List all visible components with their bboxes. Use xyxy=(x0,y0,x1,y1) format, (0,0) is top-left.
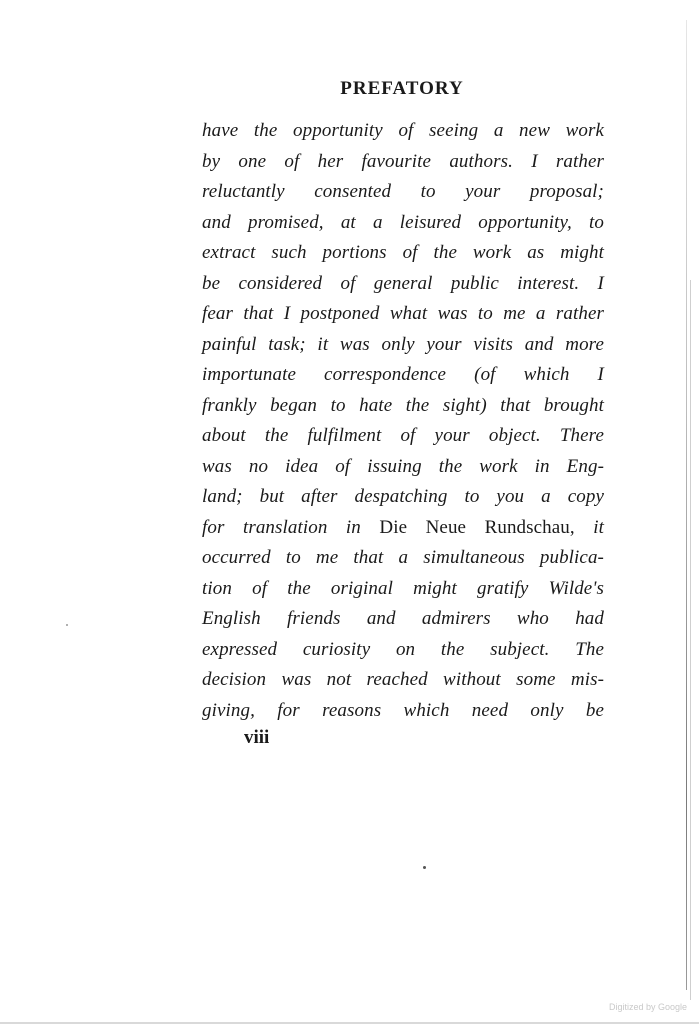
body-text xyxy=(202,116,604,726)
text-line xyxy=(202,147,604,178)
roman-text-segment: Die Neue Rundschau, xyxy=(379,516,575,538)
italic-text-segment: occurred to me that a simultaneous publica- xyxy=(202,547,604,568)
running-head: PREFATORY xyxy=(340,78,464,99)
italic-text-segment: by one of her favourite authors. I rather xyxy=(202,150,604,172)
text-line xyxy=(202,299,604,330)
italic-text-segment: for translation in xyxy=(202,516,380,538)
text-line xyxy=(202,208,604,239)
text-line xyxy=(202,177,604,208)
italic-text-segment: have the opportunity of seeing a new work xyxy=(202,120,604,141)
italic-text-segment: extract such portions of the work as might xyxy=(202,242,604,263)
text-line xyxy=(202,574,604,605)
page-number: viii xyxy=(244,727,270,748)
text-line xyxy=(202,543,604,574)
text-line xyxy=(202,604,604,635)
text-line xyxy=(202,635,604,666)
italic-text-segment: and promised, at a leisured opportunity, to xyxy=(202,211,604,233)
text-line xyxy=(202,452,604,483)
text-line xyxy=(202,269,604,300)
text-line xyxy=(202,330,604,361)
text-line xyxy=(202,421,604,452)
italic-text-segment: expressed curiosity on the subject. The xyxy=(202,638,604,660)
page-edge-line xyxy=(690,280,691,1000)
text-line xyxy=(202,391,604,422)
italic-text-segment: about the fulfilment of your object. There xyxy=(202,425,604,446)
italic-text-segment: tion of the original might gratify Wilde's xyxy=(202,577,604,599)
italic-text-segment: be considered of general public interest. I xyxy=(202,272,604,294)
text-line xyxy=(202,238,604,269)
italic-text-segment: fear that I postponed what was to me a rather xyxy=(202,303,604,324)
italic-text-segment: importunate correspondence (of which I xyxy=(202,364,604,385)
italic-text-segment: was no idea of issuing the work in Eng- xyxy=(202,455,604,477)
italic-text-segment: frankly began to hate the sight) that brought xyxy=(202,394,604,416)
text-line xyxy=(202,696,604,727)
italic-text-segment: giving, for reasons which need only be xyxy=(202,699,604,721)
scan-speck xyxy=(423,866,426,869)
text-line xyxy=(202,116,604,147)
italic-text-segment: land; but after despatching to you a copy xyxy=(202,486,604,507)
italic-text-segment: painful task; it was only your visits and more xyxy=(202,333,604,355)
text-line xyxy=(202,360,604,391)
italic-text-segment: English friends and admirers who had xyxy=(202,608,604,629)
text-line xyxy=(202,482,604,513)
scan-speck xyxy=(66,624,68,626)
page-edge-shadow xyxy=(686,20,687,990)
italic-text-segment: it xyxy=(574,516,604,538)
text-line xyxy=(202,665,604,696)
italic-text-segment: decision was not reached without some mis- xyxy=(202,669,604,690)
text-line xyxy=(202,513,604,544)
digitization-watermark: Digitized by Google xyxy=(608,1002,687,1012)
italic-text-segment: reluctantly consented to your proposal; xyxy=(202,181,604,202)
